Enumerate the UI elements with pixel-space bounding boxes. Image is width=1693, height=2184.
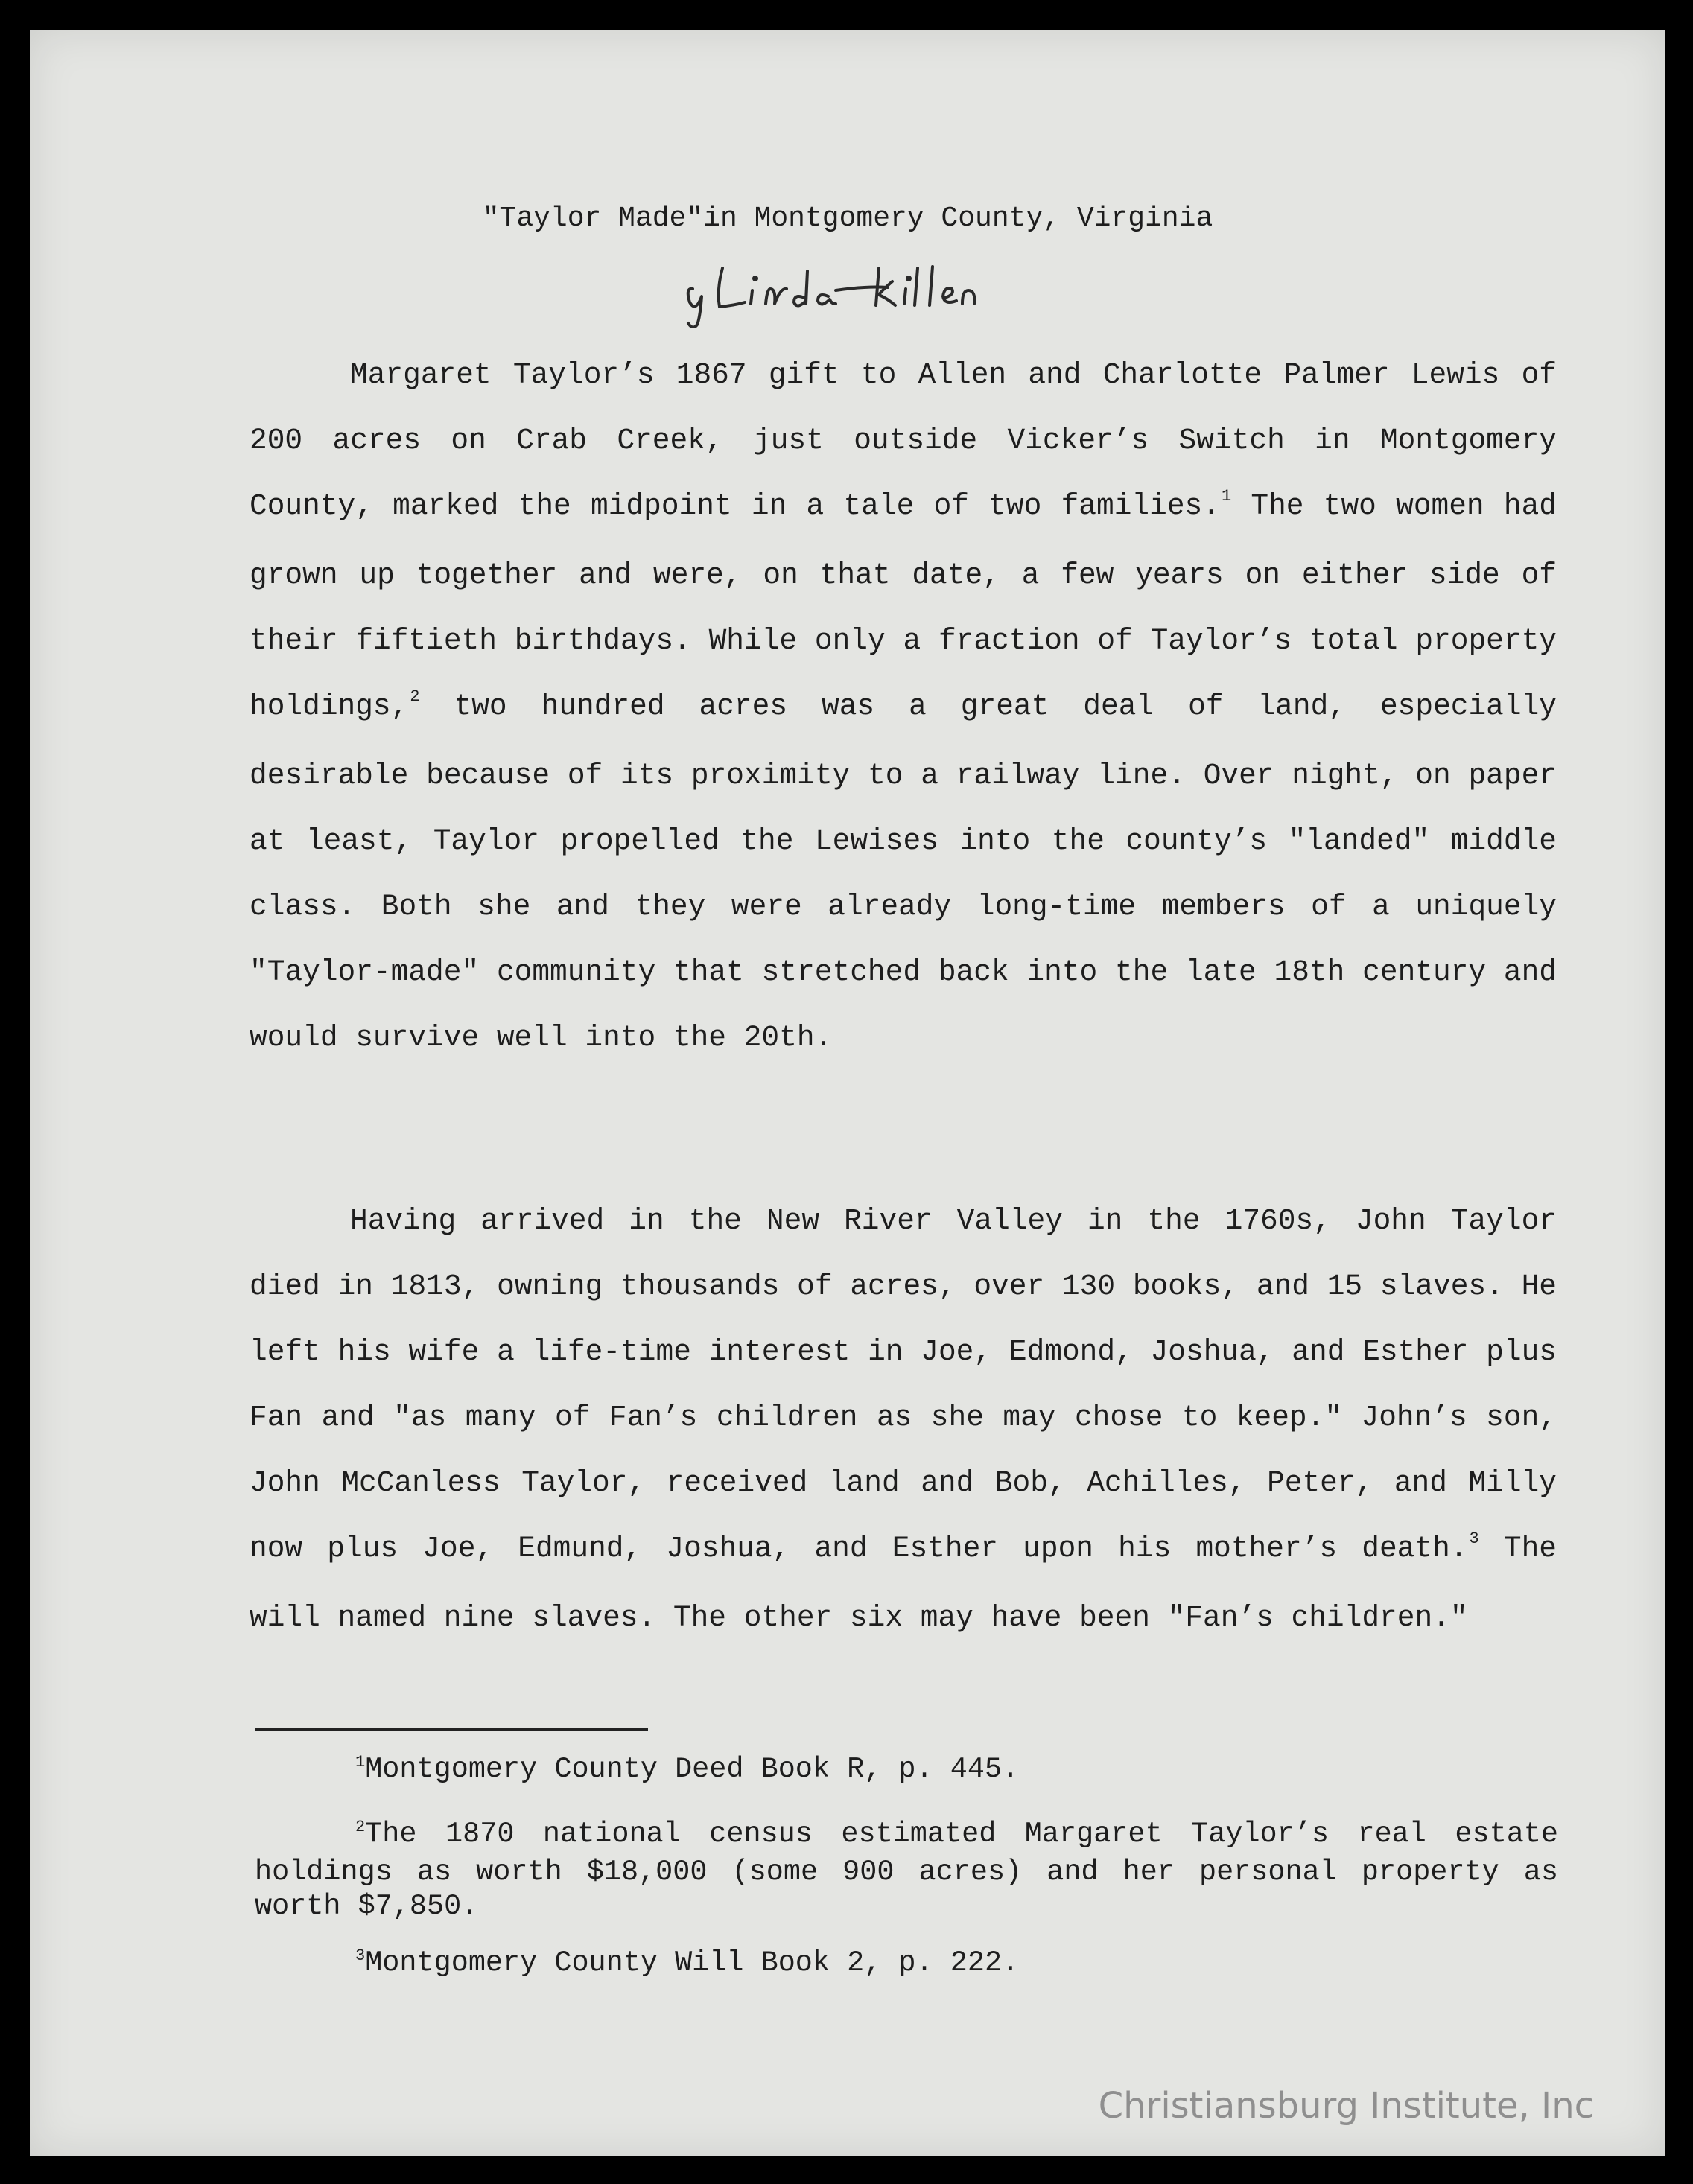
paragraph-text: The will named nine slaves. The other six may have been "Fan’s children." <box>250 1532 1557 1634</box>
paragraph <box>250 1188 1557 1651</box>
footnote <box>255 1946 1558 1984</box>
paragraph-text: two hundred acres was a great deal of land, especially desirable because of its proximity to a railway line. Over night, on paper at least, Taylor propelled the Lewises into the county’s "landed" middle class. Both she and they were already long-time members of a uniquely "Taylor-made" community that stretched back into the late 18th century and would survive well into the 20th. <box>250 690 1557 1054</box>
footnote-reference: 3 <box>1469 1529 1479 1548</box>
footnote-text: The 1870 national census estimated Margaret Taylor’s real estate holdings as worth $18,000 (some 900 acres) and her personal property as worth $7,850. <box>255 1818 1558 1923</box>
footnote-mark: 3 <box>355 1946 366 1965</box>
paragraph-text: Having arrived in the New River Valley in the 1760s, John Taylor died in 1813, owning thousands of acres, over 130 books, and 15 slaves. He left his wife a life-time interest in Joe, Edmond, Joshua, and Esther plus Fan and "as many of Fan’s children as she may chose to keep." John’s son, John McCanless Taylor, received land and Bob, Achilles, Peter, and Milly now plus Joe, Edmund, Joshua, and Esther upon his mother’s death. <box>250 1204 1557 1565</box>
watermark-text: Christiansburg Institute, Inc <box>1098 2085 1594 2127</box>
document-page <box>30 30 1665 2156</box>
footnote <box>255 1817 1558 1923</box>
footnote-mark: 1 <box>355 1753 366 1771</box>
handwritten-byline <box>655 246 1073 328</box>
footnote <box>255 1752 1558 1790</box>
paragraph-text: Margaret Taylor’s 1867 gift to Allen and Charlotte Palmer Lewis of 200 acres on Crab Creek, just outside Vicker’s Switch in Montgomery County, marked the midpoint in a tale of two families. <box>250 358 1557 523</box>
paragraph <box>250 343 1557 1071</box>
footnote-reference: 1 <box>1221 487 1232 506</box>
footnote-divider <box>255 1728 648 1731</box>
document-title: "Taylor Made"in Montgomery County, Virginia <box>482 203 1213 235</box>
paragraph-text: The two women had grown up together and were, on that date, a few years on either side of their fiftieth birthdays. While only a fraction of Taylor’s total property holdings, <box>250 489 1557 723</box>
footnote-text: Montgomery County Will Book 2, p. 222. <box>365 1946 1020 1979</box>
footnote-mark: 2 <box>355 1818 366 1836</box>
footnote-reference: 2 <box>410 687 420 706</box>
footnote-text: Montgomery County Deed Book R, p. 445. <box>365 1753 1020 1786</box>
